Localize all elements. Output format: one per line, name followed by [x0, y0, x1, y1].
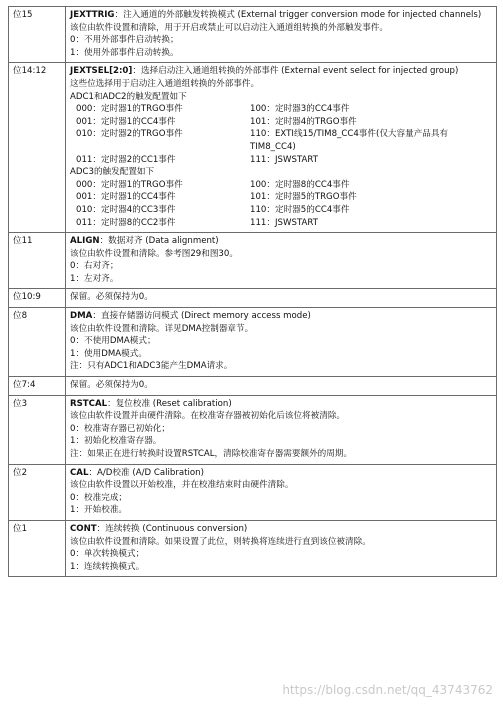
bit-title: ：选择启动注入通道组转换的外部事件 (External event select for injected group)	[132, 66, 459, 77]
bit-title: ：连续转换 (Continuous conversion)	[96, 523, 248, 534]
trigger-option: 111：JSWSTART	[250, 217, 318, 228]
description-line: 1：使用外部事件启动转换。	[70, 47, 179, 58]
bit-description	[66, 7, 497, 63]
trigger-option: 000：定时器1的TRGO事件	[76, 104, 183, 115]
bit-description	[66, 520, 497, 576]
bit-position: 位1	[9, 520, 66, 576]
description-line: 1：左对齐。	[70, 273, 119, 284]
table-row	[9, 63, 497, 233]
bit-name: RSTCAL	[70, 398, 108, 409]
watermark: https://blog.csdn.net/qq_43743762	[282, 683, 493, 697]
bit-title: ：直接存储器访问模式 (Direct memory access mode)	[92, 311, 311, 322]
trigger-option: 101：定时器5的TRGO事件	[250, 192, 357, 203]
bit-position: 位15	[9, 7, 66, 63]
table-row	[9, 233, 497, 289]
bit-description	[66, 377, 497, 396]
bit-position: 位10:9	[9, 289, 66, 308]
description-line: 1：使用DMA模式。	[70, 348, 147, 359]
bit-description	[66, 63, 497, 233]
bit-position: 位14:12	[9, 63, 66, 233]
bit-description	[66, 308, 497, 377]
bit-position: 位11	[9, 233, 66, 289]
description-line: 0：校准寄存器已初始化；	[70, 423, 170, 434]
description-line: 这些位选择用于启动注入通道组转换的外部事件。	[70, 78, 260, 89]
description-line: 该位由软件设置以开始校准，并在校准结束时由硬件清除。	[70, 480, 294, 491]
description-line: 0：不用外部事件启动转换；	[70, 35, 179, 46]
table-row	[9, 308, 497, 377]
bit-title: ：数据对齐 (Data alignment)	[99, 236, 219, 247]
trigger-option: 100：定时器8的CC4事件	[250, 179, 350, 190]
bit-title: 保留。必须保持为0。	[70, 292, 153, 303]
bit-description	[66, 233, 497, 289]
description-line: 该位由软件设置和清除，用于开启或禁止可以启动注入通道组转换的外部触发事件。	[70, 22, 388, 33]
trigger-option: 100：定时器3的CC4事件	[250, 104, 350, 115]
description-line: 0：单次转换模式；	[70, 549, 145, 560]
adc12-trigger-grid	[70, 103, 492, 166]
trigger-option: 011：定时器8的CC2事件	[76, 217, 176, 228]
trigger-option: 001：定时器1的CC4事件	[76, 192, 176, 203]
trigger-option: 111：JSWSTART	[250, 154, 318, 165]
bit-name: CONT	[70, 523, 97, 534]
bit-name: JEXTSEL[2:0]	[70, 66, 133, 77]
trigger-option: 010：定时器2的TRGO事件	[76, 129, 183, 140]
trigger-option: 110：EXTI线15/TIM8_CC4事件(仅大容量产品具有TIM8_CC4)	[250, 129, 449, 152]
bit-description	[66, 395, 497, 464]
trigger-option: 000：定时器1的TRGO事件	[76, 179, 183, 190]
adc3-trigger-title: ADC3的触发配置如下	[70, 167, 155, 178]
trigger-option: 001：定时器1的CC4事件	[76, 116, 176, 127]
bit-position: 位2	[9, 464, 66, 520]
bit-title: ：A/D校准 (A/D Calibration)	[88, 467, 204, 478]
trigger-option: 110：定时器5的CC4事件	[250, 204, 350, 215]
trigger-option: 010：定时器4的CC3事件	[76, 204, 176, 215]
bit-title: 保留。必须保持为0。	[70, 380, 153, 391]
adc12-trigger-title: ADC1和ADC2的触发配置如下	[70, 91, 187, 102]
description-line: 0：校准完成；	[70, 492, 128, 503]
bit-name: DMA	[70, 311, 93, 322]
note-line: 注：只有ADC1和ADC3能产生DMA请求。	[70, 361, 233, 372]
bit-name: JEXTTRIG	[70, 10, 115, 20]
description-line: 1：开始校准。	[70, 505, 128, 516]
trigger-option: 101：定时器4的TRGO事件	[250, 116, 357, 127]
description-line: 该位由软件设置和清除。参考图29和图30。	[70, 248, 238, 259]
note-line: 注：如果正在进行转换时设置RSTCAL，清除校准寄存器需要额外的周期。	[70, 449, 353, 459]
description-line: 该位由软件设置并由硬件清除。在校准寄存器被初始化后该位将被清除。	[70, 411, 346, 422]
adc3-trigger-grid	[70, 179, 492, 229]
description-line: 该位由软件设置和清除。详见DMA控制器章节。	[70, 323, 254, 334]
description-line: 1：连续转换模式。	[70, 561, 145, 572]
bit-position: 位8	[9, 308, 66, 377]
bit-position: 位3	[9, 395, 66, 464]
trigger-option: 011：定时器2的CC1事件	[76, 154, 176, 165]
table-row	[9, 464, 497, 520]
table-row	[9, 395, 497, 464]
bit-title: ：注入通道的外部触发转换模式 (External trigger conversion mode for injected channels)	[114, 10, 482, 20]
table-row	[9, 520, 497, 576]
register-description-document	[8, 6, 497, 577]
bit-position: 位7:4	[9, 377, 66, 396]
register-bits-table	[8, 6, 497, 577]
bit-title: ：复位校准 (Reset calibration)	[107, 398, 232, 409]
bit-description	[66, 464, 497, 520]
table-row	[9, 289, 497, 308]
table-row	[9, 377, 497, 396]
table-row	[9, 7, 497, 63]
bit-name: ALIGN	[70, 236, 100, 247]
description-line: 1：初始化校准寄存器。	[70, 436, 162, 447]
bit-name: CAL	[70, 467, 89, 478]
description-line: 0：右对齐；	[70, 261, 119, 272]
description-line: 0：不使用DMA模式；	[70, 336, 156, 347]
description-line: 该位由软件设置和清除。如果设置了此位，则转换将连续进行直到该位被清除。	[70, 536, 371, 547]
bit-description	[66, 289, 497, 308]
